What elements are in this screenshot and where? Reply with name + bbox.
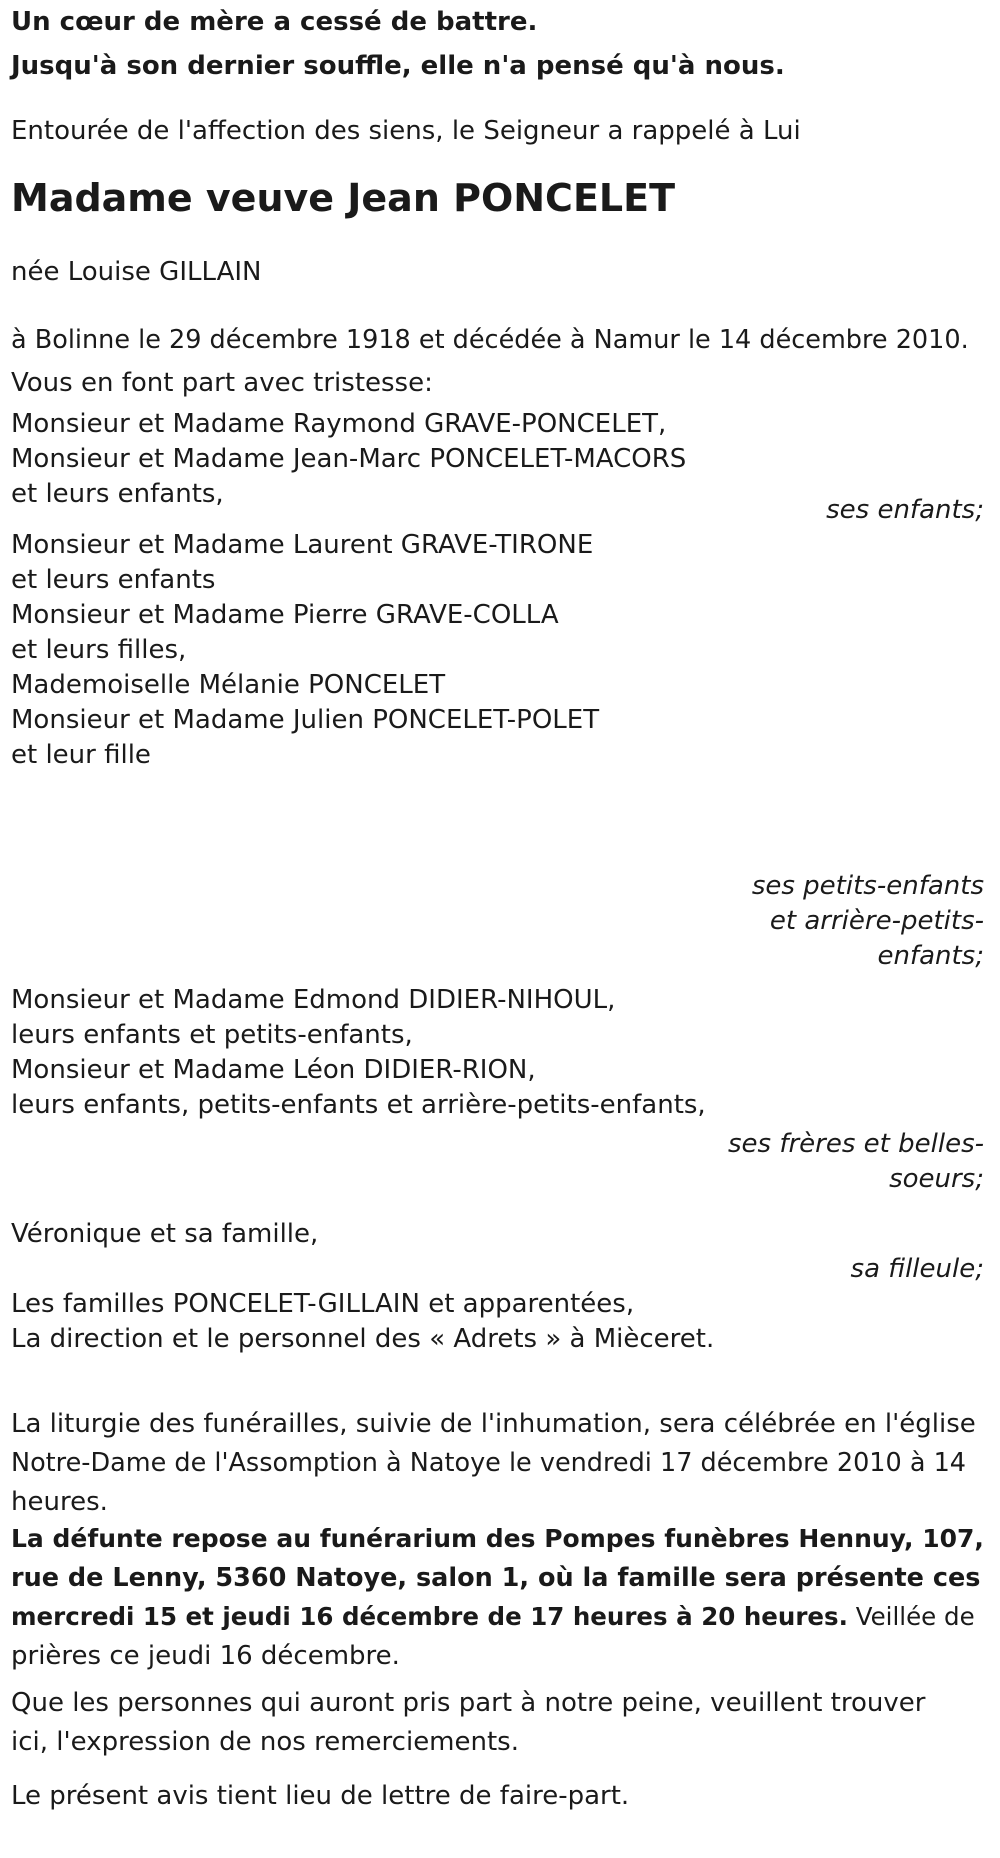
relation-grandchildren [752,866,984,976]
family-line: et leur fille [11,740,151,770]
family-line: La direction et le personnel des « Adrets » à Mièceret. [11,1324,715,1354]
relation-siblings [728,1124,984,1199]
closing-line: Le présent avis tient lieu de lettre de faire-part. [11,1781,630,1811]
thanks-paragraph [11,1683,984,1762]
birth-death-dates: à Bolinne le 29 décembre 1918 et décédée à Namur le 14 décembre 2010. [11,325,969,355]
family-line: et leurs enfants, [11,479,224,509]
visitation-line: La défunte repose au funérarium des Pompes funèbres Hennuy, 107, [11,1524,984,1553]
visitation-bold-part: mercredi 15 et jeudi 16 décembre de 17 heures à 20 heures. [11,1602,848,1631]
intro-line-3: Entourée de l'affection des siens, le Seigneur a rappelé à Lui [11,116,801,146]
siblings-section [11,980,984,1125]
thanks-line: ici, l'expression de nos remerciements. [11,1727,519,1757]
family-line: Monsieur et Madame Julien PONCELET-POLET [11,705,600,735]
visitation-line: prières ce jeudi 16 décembre. [11,1641,400,1671]
relation-goddaughter: sa filleule; [850,1254,984,1284]
family-line: et leurs filles, [11,635,187,665]
others-section [11,1284,984,1359]
funeral-line: heures. [11,1487,108,1517]
relation-line: ses frères et belles- [727,1129,984,1159]
family-line: Monsieur et Madame Edmond DIDIER-NIHOUL, [11,985,616,1015]
visitation-line-mixed [11,1597,984,1637]
family-line: Monsieur et Madame Pierre GRAVE-COLLA [11,600,559,630]
family-line: leurs enfants, petits-enfants et arrière-petits-enfants, [11,1090,706,1120]
intro-line-2: Jusqu'à son dernier souffle, elle n'a pensé qu'à nous. [11,51,785,81]
family-line: Monsieur et Madame Raymond GRAVE-PONCELET, [11,409,667,439]
visitation-line: rue de Lenny, 5360 Natoye, salon 1, où la famille sera présente ces [11,1563,981,1593]
relation-children: ses enfants; [826,495,984,525]
visitation-normal-part: Veillée de [847,1602,975,1631]
funeral-line: La liturgie des funérailles, suivie de l'inhumation, sera célébrée en l'église [11,1409,976,1439]
deceased-name: Madame veuve Jean PONCELET [11,176,675,220]
family-line: et leurs enfants [11,565,216,595]
funeral-line: Notre-Dame de l'Assomption à Natoye le vendredi 17 décembre 2010 à 14 [11,1448,967,1478]
relation-line: et arrière-petits- [769,906,984,936]
family-line: Monsieur et Madame Jean-Marc PONCELET-MACORS [11,444,687,474]
relation-line: ses petits-enfants [751,871,984,901]
funeral-paragraph [11,1404,984,1522]
relation-line: enfants; [877,941,984,971]
born-name: née Louise GILLAIN [11,257,262,287]
grandchildren-section [11,525,984,775]
intro-line-1: Un cœur de mère a cessé de battre. [11,7,538,37]
family-line: Les familles PONCELET-GILLAIN et apparentées, [11,1289,635,1319]
visitation-paragraph [11,1519,984,1676]
family-line: Monsieur et Madame Laurent GRAVE-TIRONE [11,530,594,560]
family-line: Mademoiselle Mélanie PONCELET [11,670,446,700]
relation-line: soeurs; [889,1164,984,1194]
family-line: Monsieur et Madame Léon DIDIER-RION, [11,1055,536,1085]
thanks-line: Que les personnes qui auront pris part à notre peine, veuillent trouver [11,1688,926,1718]
family-line: leurs enfants et petits-enfants, [11,1020,413,1050]
goddaughter-line: Véronique et sa famille, [11,1219,319,1249]
announce-text: Vous en font part avec tristesse: [11,368,433,398]
